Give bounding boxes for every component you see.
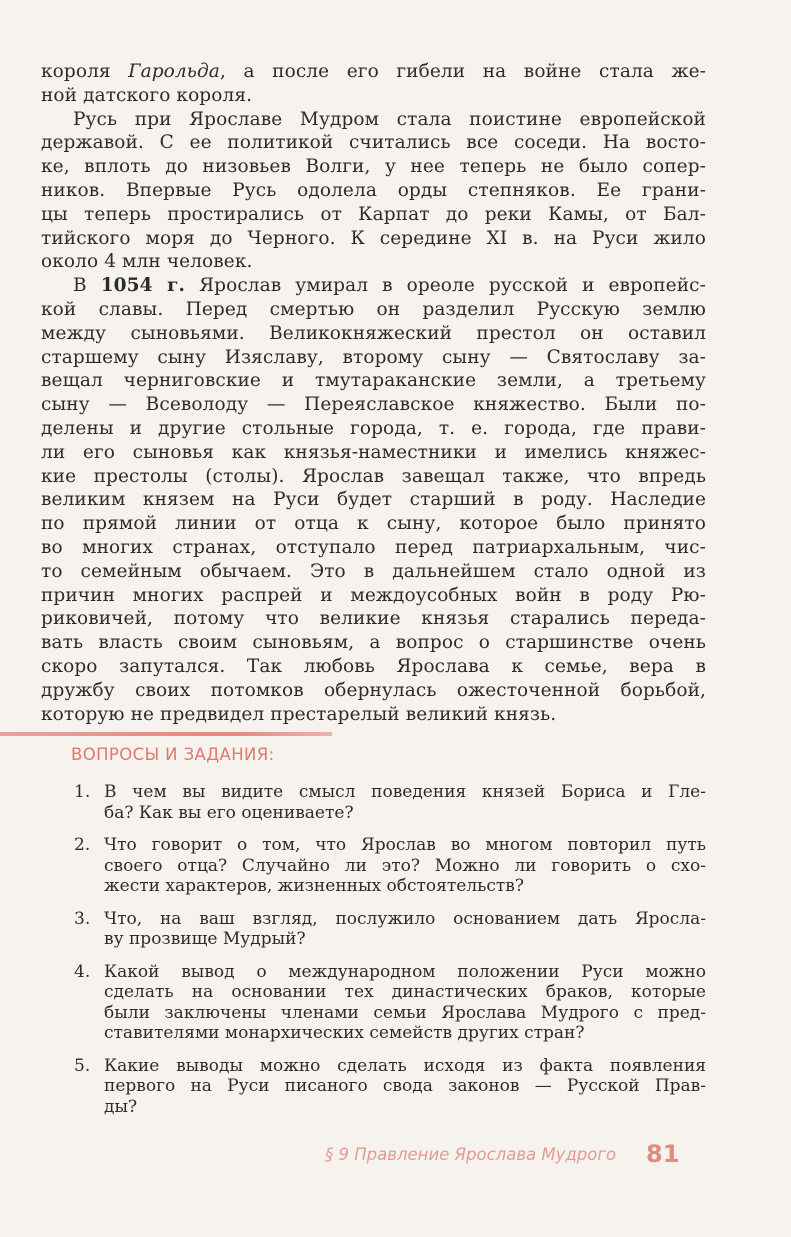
text-line: старшему сыну Изяславу, второму сыну — Святославу за-	[41, 346, 706, 368]
text-line: делены и другие стольные города, т. е. города, где прави-	[41, 417, 706, 439]
text-line: В 1054 г. Ярослав умирал в ореоле русской и европейс-	[73, 275, 706, 297]
question-number: 2.	[74, 835, 91, 855]
text-line: Русь при Ярославе Мудром стала поистине европейской	[73, 108, 706, 130]
paragraph	[41, 60, 706, 108]
question-line: были заключены членами семьи Ярослава Мудрого с пред-	[104, 1002, 706, 1023]
page-number: 81	[646, 1140, 680, 1168]
text-line: во многих странах, отступало перед патриархальным, чис-	[41, 536, 706, 558]
section-divider	[0, 732, 332, 736]
text-line: дружбу своих потомков обернулась ожесточенной борьбой,	[41, 679, 706, 701]
text-line: между сыновьями. Великокняжеский престол он оставил	[41, 322, 706, 344]
text-line: которую не предвидел престарелый великий князь.	[41, 703, 557, 725]
text-line: по прямой линии от отца к сыну, которое было принято	[41, 513, 706, 535]
paragraph	[41, 108, 706, 275]
question-item	[74, 782, 706, 823]
question-item	[74, 909, 706, 950]
question-item	[74, 835, 706, 897]
question-number: 3.	[74, 908, 91, 929]
question-item	[74, 962, 706, 1044]
question-line: сделать на основании тех династических браков, которые	[104, 982, 706, 1002]
question-number: 5.	[74, 1055, 91, 1076]
question-line: жести характеров, жизненных обстоятельств?	[104, 876, 524, 896]
question-line: Что говорит о том, что Ярослав во многом повторил путь	[104, 835, 706, 855]
text-line: скоро запутался. Так любовь Ярослава к семье, вера в	[41, 655, 706, 677]
question-line: своего отца? Случайно ли это? Можно ли говорить о схо-	[104, 855, 706, 876]
text-line: ли его сыновья как князья-наместники и имелись княжес-	[41, 441, 706, 463]
text-line: тийского моря до Черного. К середине XI в. на Руси жило	[41, 227, 706, 249]
text-line: ке, вплоть до низовьев Волги, у нее теперь не было сопер-	[41, 156, 706, 178]
text-line: около 4 млн человек.	[41, 251, 253, 273]
text-line: причин многих распрей и междоусобных войн в роду Рю-	[41, 584, 706, 606]
text-line: то семейным обычаем. Это в дальнейшем стало одной из	[41, 560, 706, 582]
text-line: великим князем на Руси будет старший в роду. Наследие	[41, 489, 706, 511]
question-line: ба? Как вы его оцениваете?	[104, 802, 354, 823]
question-line: Что, на ваш взгляд, послужило основанием дать Яросла-	[104, 908, 706, 929]
question-line: Какие выводы можно сделать исходя из факта появления	[104, 1055, 706, 1076]
text-line: короля Гарольда, а после его гибели на войне стала же-	[41, 61, 706, 82]
question-line: В чем вы видите смысл поведения князей Бориса и Гле-	[104, 782, 706, 802]
text-line: цы теперь простирались от Карпат до реки Камы, от Бал-	[41, 203, 706, 225]
paragraph	[41, 274, 706, 726]
question-item	[74, 1056, 706, 1118]
main-text	[41, 60, 706, 726]
text-line: ной датского короля.	[41, 84, 253, 106]
question-line: первого на Руси писаного свода законов — Русской Прав-	[104, 1076, 706, 1096]
question-line: Какой вывод о международном положении Руси можно	[104, 961, 706, 982]
text-line: кой славы. Перед смертью он разделил Русскую землю	[41, 298, 706, 320]
text-line: риковичей, потому что великие князья старались переда-	[41, 608, 706, 630]
text-line: вать власть своим сыновьям, а вопрос о старшинстве очень	[41, 632, 706, 654]
text-line: ников. Впервые Русь одолела орды степняков. Ее грани-	[41, 179, 706, 201]
question-number: 4.	[74, 961, 91, 982]
text-line: державой. С ее политикой считались все соседи. На восто-	[41, 132, 706, 154]
question-list	[74, 782, 706, 1129]
section-title: ВОПРОСЫ И ЗАДАНИЯ:	[71, 745, 275, 764]
chapter-footer: § 9 Правление Ярослава Мудрого	[325, 1145, 617, 1164]
question-line: ву прозвище Мудрый?	[104, 929, 306, 949]
text-line: вещал черниговские и тмутараканские земли, а третьему	[41, 370, 706, 392]
question-line: ды?	[104, 1096, 138, 1117]
question-line: ставителями монархических семейств других стран?	[104, 1023, 585, 1043]
text-line: кие престолы (столы). Ярослав завещал также, что впредь	[41, 465, 706, 487]
text-line: сыну — Всеволоду — Переяславское княжество. Были по-	[41, 394, 706, 416]
question-number: 1.	[74, 782, 91, 802]
